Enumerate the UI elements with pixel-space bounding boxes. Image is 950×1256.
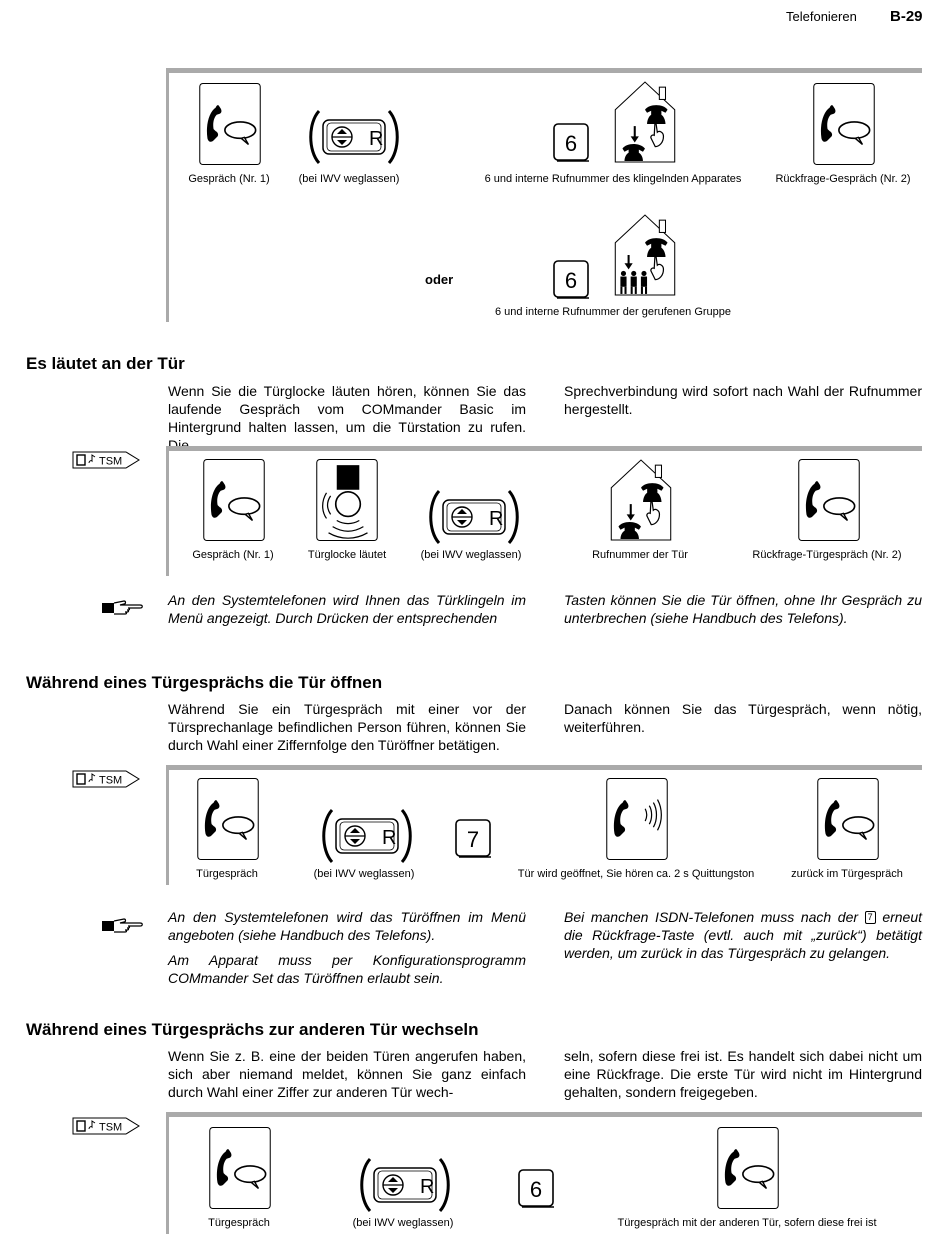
caption: (bei IWV weglassen) [298, 173, 400, 185]
handset-icon [717, 1127, 779, 1209]
caption: (bei IWV weglassen) [352, 1217, 454, 1229]
handset-icon [813, 83, 875, 165]
caption: Türgespräch mit der anderen Tür, sofern diese frei ist [617, 1217, 877, 1229]
caption: zurück im Türgespräch [791, 868, 903, 880]
digit-key-6-icon [518, 1169, 556, 1209]
r-key-label: R [420, 1176, 435, 1198]
tsm-label: TSM [99, 1121, 123, 1134]
tsm-label: TSM [99, 774, 123, 787]
doorbell-icon [316, 459, 378, 541]
tsm-tag-icon [72, 770, 140, 788]
header-section-title: Telefonieren [786, 9, 857, 24]
digit-key-label: 6 [564, 131, 578, 156]
digit-key-label: 6 [564, 268, 578, 293]
tsm-tag-icon [72, 1117, 140, 1135]
digit-key-label: 6 [529, 1177, 543, 1202]
caption: Tür wird geöffnet, Sie hören ca. 2 s Quittungston [517, 868, 755, 880]
paragraph: Danach können Sie das Türgespräch, wenn nötig, weiterführen. [564, 701, 922, 735]
house-call-extension-icon [610, 459, 672, 541]
digit-key-6-icon [553, 123, 591, 163]
caption: 6 und interne Rufnummer des klingelnden Apparates [484, 173, 742, 185]
pointing-hand-note-icon [100, 915, 144, 937]
caption: Rückfrage-Gespräch (Nr. 2) [775, 173, 911, 185]
handset-icon [197, 778, 259, 860]
procedure-panel-2 [166, 446, 922, 576]
caption: Türglocke läutet [307, 549, 387, 561]
handset-icon [199, 83, 261, 165]
section-heading: Während eines Türgesprächs die Tür öffnen [26, 673, 383, 692]
note-paragraph: Tasten können Sie die Tür öffnen, ohne Ihr Gespräch zu unterbrechen (siehe Handbuch des Telefons). [564, 592, 922, 626]
note-text: erneut die Rückfrage-Taste (evtl. auch mit „zurück“) betätigt werden, um zurück in das Türgespräch zu gelangen. [564, 909, 923, 961]
tsm-label: TSM [99, 455, 123, 468]
digit-key-6-icon [553, 260, 591, 300]
caption: 6 und interne Rufnummer der gerufenen Gruppe [494, 306, 732, 318]
paragraph: seln, sofern diese frei ist. Es handelt sich dabei nicht um eine Rückfrage. Die erste Tür wird nicht im Hintergrund gehalten, sondern freigegeben. [564, 1048, 922, 1100]
handset-icon [203, 459, 265, 541]
recall-r-button-icon [322, 808, 412, 864]
paragraph: Wenn Sie z. B. eine der beiden Türen angerufen haben, sich aber niemand meldet, können Sie ganz einfach durch Wahl einer Ziffer zur anderen Tür wech- [168, 1048, 526, 1100]
page-number: B-29 [890, 8, 923, 25]
house-group-call-icon [614, 214, 676, 296]
caption: Rufnummer der Tür [592, 549, 688, 561]
caption: Türgespräch [196, 868, 258, 880]
caption: (bei IWV weglassen) [313, 868, 415, 880]
caption: Türgespräch [208, 1217, 270, 1229]
note-paragraph: An den Systemtelefonen wird Ihnen das Türklingeln im Menü angezeigt. Durch Drücken der entsprechenden [168, 592, 526, 626]
digit-key-7-inline-icon: 7 [865, 911, 876, 924]
recall-r-button-icon [309, 109, 399, 165]
note-paragraph: Am Apparat muss per Konfigurationsprogramm COMmander Set das Türöffnen erlaubt sein. [168, 952, 526, 986]
r-key-label: R [382, 827, 397, 849]
paragraph: Wenn Sie die Türglocke läuten hören, können Sie das laufende Gespräch vom COMmander Basic im Hintergrund halten lassen, um die Türstation zu rufen. Die [168, 383, 526, 453]
tsm-tag-icon [72, 451, 140, 469]
section-heading: Es läutet an der Tür [26, 354, 185, 373]
oder-label: oder [425, 272, 454, 287]
digit-key-7-icon [455, 819, 493, 859]
note-paragraph: An den Systemtelefonen wird das Türöffnen im Menü angeboten (siehe Handbuch des Telefons). [168, 909, 526, 943]
r-key-label: R [369, 128, 384, 150]
note-paragraph [564, 908, 922, 962]
pointing-hand-note-icon [100, 597, 144, 619]
caption: (bei IWV weglassen) [420, 549, 522, 561]
recall-r-button-icon [429, 489, 519, 545]
paragraph: Während Sie ein Türgespräch mit einer vor der Türsprechanlage befindlichen Person führen, können Sie durch Wahl einer Ziffernfolge den Türöffner betätigen. [168, 701, 526, 753]
procedure-panel-4 [166, 1112, 922, 1234]
r-key-label: R [489, 508, 504, 530]
door-open-tone-icon [606, 778, 668, 860]
handset-icon [209, 1127, 271, 1209]
note-text: Bei manchen ISDN-Telefonen muss nach der [564, 909, 859, 925]
section-heading: Während eines Türgesprächs zur anderen Tür wechseln [26, 1020, 479, 1039]
house-call-extension-icon [614, 81, 676, 163]
procedure-panel-1 [166, 68, 922, 322]
caption: Rückfrage-Türgespräch (Nr. 2) [752, 549, 902, 561]
handset-icon [817, 778, 879, 860]
recall-r-button-icon [360, 1157, 450, 1213]
caption: Gespräch (Nr. 1) [188, 173, 270, 185]
handset-icon [798, 459, 860, 541]
paragraph: Sprechverbindung wird sofort nach Wahl der Rufnummer hergestellt. [564, 383, 922, 417]
caption: Gespräch (Nr. 1) [192, 549, 274, 561]
procedure-panel-3 [166, 765, 922, 885]
digit-key-label: 7 [466, 827, 480, 852]
